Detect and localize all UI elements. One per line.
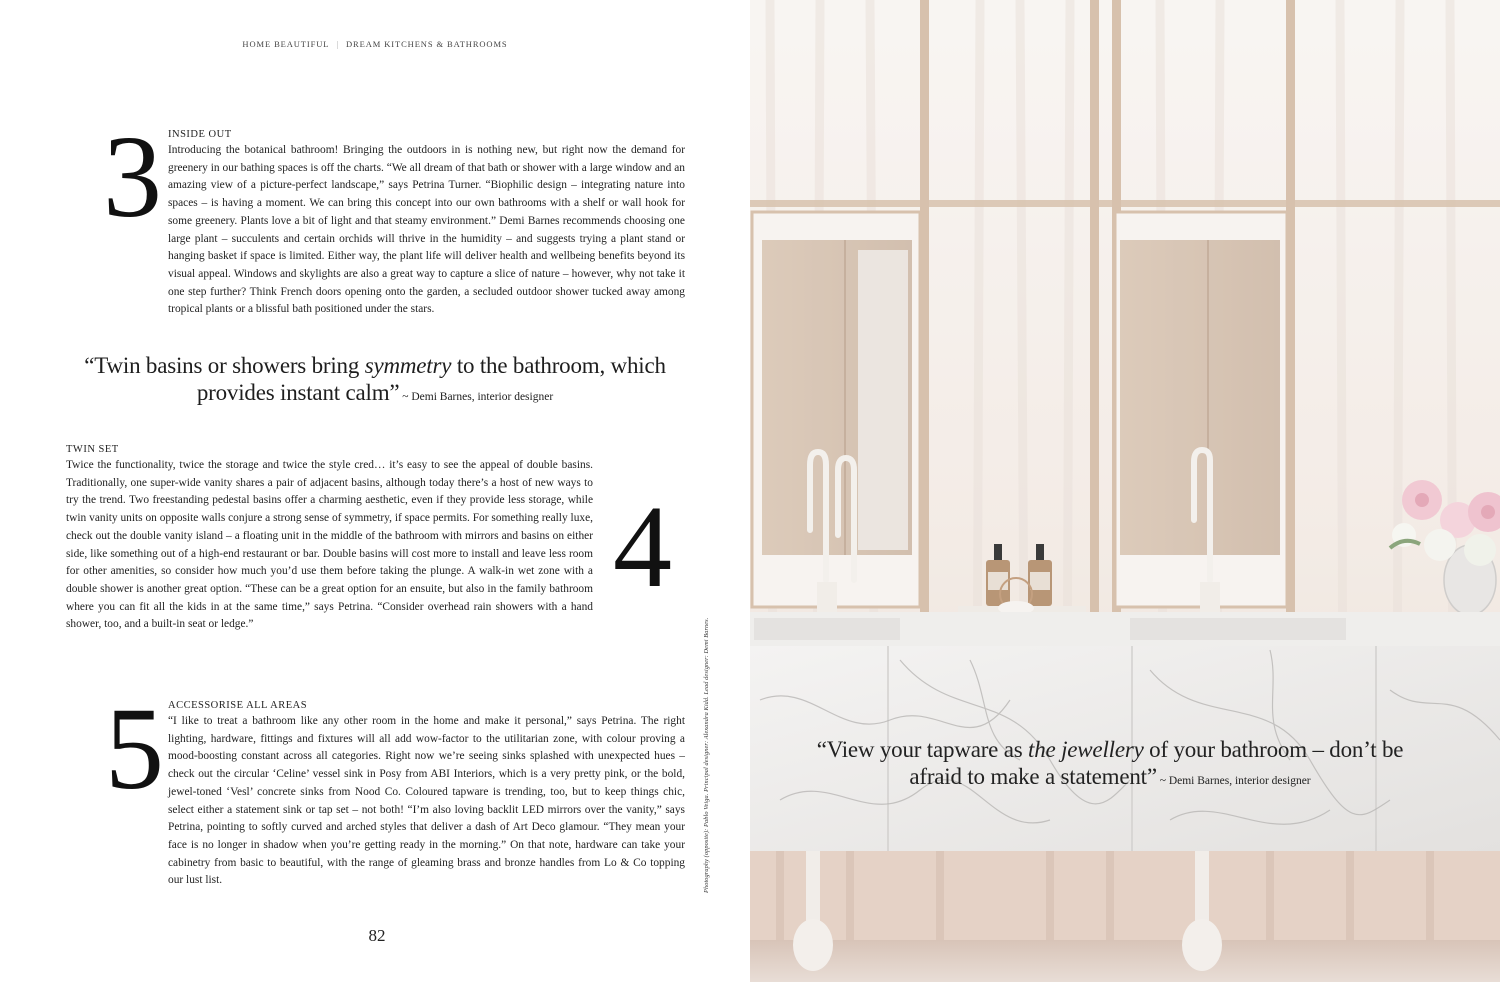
pull-quote-text-end: to the bathroom, which provides instant calm” — [196, 353, 666, 405]
image-quote-emphasis: the jewellery — [1028, 737, 1144, 762]
header-separator: | — [336, 39, 340, 49]
image-quote-attribution: ~ Demi Barnes, interior designer — [1156, 775, 1311, 787]
basin-right — [1130, 618, 1346, 640]
section-inside-out — [168, 128, 685, 319]
vanity-foot-right — [1182, 919, 1222, 971]
vanity-leg-right — [1195, 851, 1209, 921]
pull-quote-attribution: ~ Demi Barnes, interior designer — [399, 391, 554, 403]
section-name: DREAM KITCHENS & BATHROOMS — [346, 39, 508, 49]
pull-quote-text-start: “Twin basins or showers bring — [84, 353, 365, 378]
floor — [750, 940, 1500, 982]
photo-credit: Photography (opposite): Pablo Veiga. Principal designer: Alexandra Kidd. Lead designer: Demi Barnes. — [703, 617, 710, 893]
section-number-3: 3 — [103, 111, 162, 242]
image-quote-text-start: “View your tapware as — [816, 737, 1029, 762]
tap-base-right — [1200, 582, 1220, 614]
section-number-4: 4 — [613, 481, 672, 612]
section-twin-set — [66, 443, 593, 634]
section-heading: TWIN SET — [66, 444, 119, 455]
magazine-name: HOME BEAUTIFUL — [242, 39, 330, 49]
image-quote — [800, 736, 1420, 795]
section-body: Introducing the botanical bathroom! Bringing the outdoors in is nothing new, but right now the demand for greenery in our bathing spaces is off the charts. “We all dream of that bath or shower with a large window and an amazing view of a picture-perfect landscape,” says Petrina Turner. “Biophilic design – integrating nature into spaces – is having a moment. We can bring this concept into our own bathrooms with a shelf or wall hook for some greenery. Plants love a bit of light and that steamy environment.” Demi Barnes recommends choosing one large plant – succulents and certain orchids will thrive in the humidity – and suggests trying a plant stand or hanging basket if space is limited. Either way, the plant life will deliver health and wellbeing benefits beyond its visual appeal. Windows and skylights are also a great way to capture a slice of nature – however, why not take it one step further? Think French doors opening onto the garden, a secluded outdoor shower tucked away among tropical plants or a blissful bath positioned under the stars. — [168, 144, 685, 316]
section-heading: INSIDE OUT — [168, 129, 232, 140]
image-quote-text-end: of your bathroom – don’t be afraid to make a statement” — [909, 737, 1404, 789]
basin-left — [754, 618, 900, 640]
section-accessorise — [168, 699, 685, 890]
running-head — [0, 39, 750, 49]
page-number: 82 — [368, 926, 386, 945]
vanity-leg-left — [806, 851, 820, 921]
section-heading: ACCESSORISE ALL AREAS — [168, 700, 308, 711]
tap-base-left — [817, 582, 837, 614]
pull-quote — [60, 352, 690, 411]
bathroom-photo — [750, 0, 1500, 982]
vanity-foot-left — [793, 919, 833, 971]
section-number-5: 5 — [105, 683, 164, 814]
pull-quote-emphasis: symmetry — [364, 353, 452, 378]
section-body: Twice the functionality, twice the storage and twice the style cred… it’s easy to see the appeal of double basins. Traditionally, one super-wide vanity shares a pair of adjacent basins, although today there’s a host of new ways to try the trend. Two freestanding pedestal basins offer a charming aesthetic, even if they provide less storage, while twin vanity units on opposite walls conjure a strong sense of symmetry, if space permits. For something really luxe, check out the double vanity island – a floating unit in the middle of the bathroom with mirrors and basins on either side, like something out of a high-end restaurant or bar. Double basins will cost more to install and leave less room for other amenities, so consider how much you’d use them before taking the plunge. A walk-in wet zone with a double shower is another great option. “These can be a great option for an ensuite, but also in the family bathroom where you can fit all the kids in at the same time,” says Petrina. “Consider overhead rain showers with a hand shower, too, and a built-in seat or ledge.” — [66, 459, 593, 631]
bathroom-photo-illustration — [750, 0, 1500, 982]
section-body: “I like to treat a bathroom like any other room in the home and make it personal,” says Petrina. The right lighting, hardware, fittings and fixtures will all add wow-factor to the utilitarian zone, with colour proving a mood-boosting constant across all categories. Right now we’re seeing sinks splashed with unexpected hues – check out the circular ‘Celine’ vessel sink in Posy from ABI Interiors, which is a very pretty pink, or the bold, jewel-toned ‘Vesl’ concrete sinks from Nood Co. Coloured tapware is trending, too, but to keep things chic, select either a statement sink or tap set – not both! “I’m also loving backlit LED mirrors over the vanity,” says Petrina, pointing to softly curved and arched styles that deliver a dash of Art Deco glamour. “They mean your face is no longer in shadow when you’re getting ready in the morning.” On that note, hardware can take your cabinetry from basic to beautiful, with the range of gleaming brass and bronze handles from Lo & Co topping our lust list. — [168, 715, 685, 887]
curtain-veil — [750, 0, 1500, 620]
